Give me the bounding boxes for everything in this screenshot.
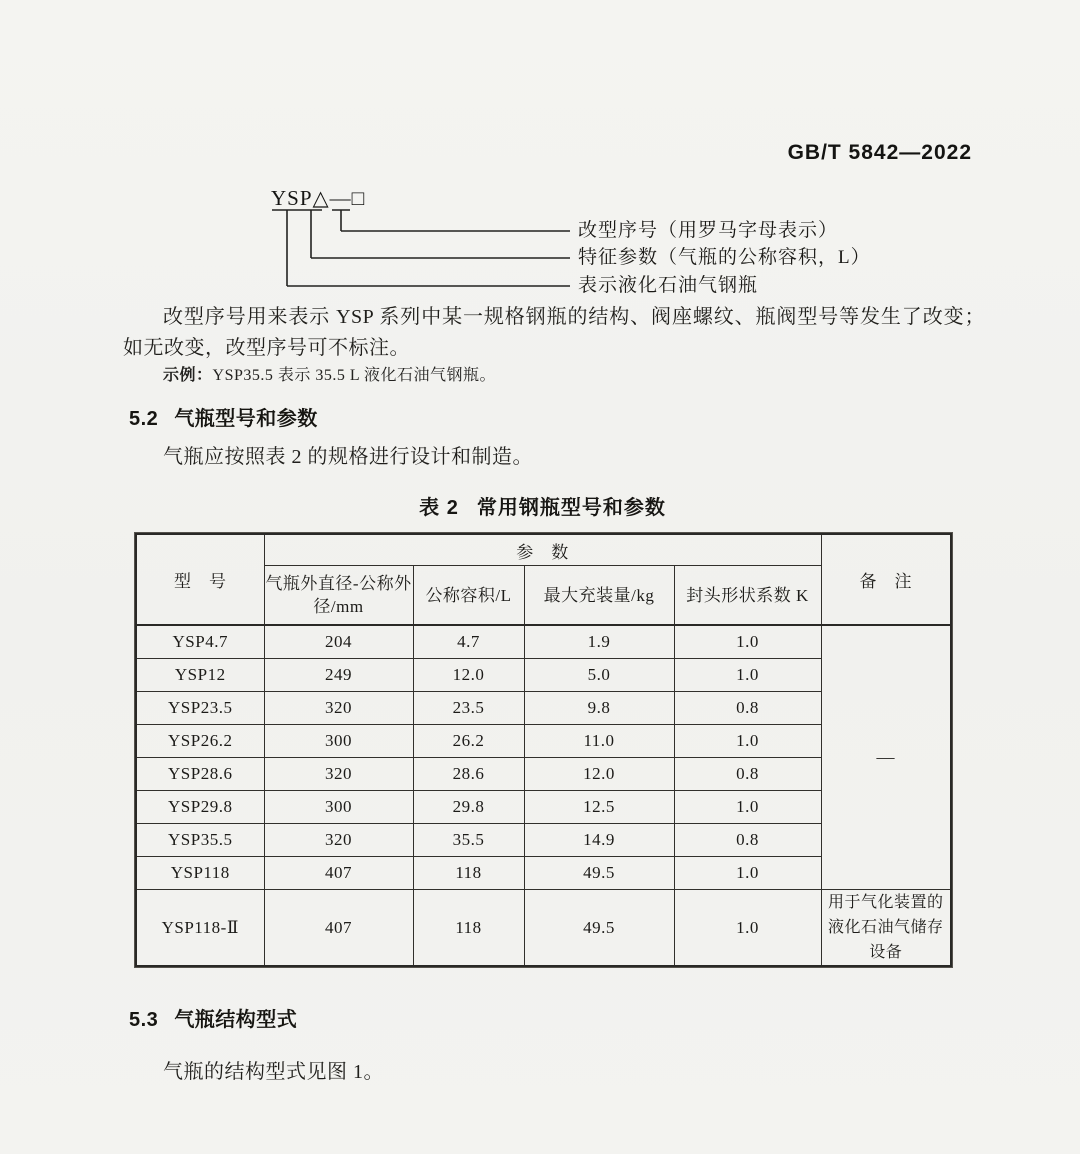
cell-od: 407 [264, 890, 413, 967]
paragraph-5-2-body: 气瓶应按照表 2 的规格进行设计和制造。 [163, 446, 533, 468]
table-caption-number: 表 2 [419, 497, 459, 519]
example-text: YSP35.5 表示 35.5 L 液化石油气钢瓶。 [212, 367, 497, 384]
cell-volume: 35.5 [413, 824, 524, 857]
cell-model: YSP4.7 [136, 625, 264, 659]
cell-od: 320 [264, 758, 413, 791]
cell-k: 1.0 [674, 625, 821, 659]
cell-filling: 49.5 [524, 857, 674, 890]
label-modification-serial: 改型序号（用罗马字母表示） [578, 220, 839, 241]
cell-volume: 4.7 [413, 625, 524, 659]
example-label: 示例： [163, 367, 213, 384]
cell-od: 320 [264, 692, 413, 725]
col-header-nominal-volume: 公称容积/L [413, 566, 524, 626]
cylinder-spec-table [135, 533, 952, 967]
cell-k: 0.8 [674, 824, 821, 857]
paragraph-5-3-body: 气瓶的结构型式见图 1。 [163, 1061, 384, 1083]
leader-lines-diagram [260, 185, 572, 295]
table-caption [135, 491, 950, 520]
table-caption-title: 常用钢瓶型号和参数 [476, 497, 666, 519]
col-header-remark: 备 注 [821, 534, 951, 625]
col-header-model: 型 号 [136, 534, 264, 625]
cell-filling: 1.9 [524, 625, 674, 659]
cell-model: YSP29.8 [136, 791, 264, 824]
section-number: 5.3 [129, 1009, 159, 1031]
section-title: 气瓶结构型式 [174, 1009, 298, 1031]
cell-filling: 11.0 [524, 725, 674, 758]
cell-model: YSP26.2 [136, 725, 264, 758]
cell-od: 204 [264, 625, 413, 659]
paragraph-example [163, 362, 496, 385]
cell-k: 1.0 [674, 725, 821, 758]
cell-volume: 23.5 [413, 692, 524, 725]
cell-volume: 12.0 [413, 659, 524, 692]
table-row [136, 625, 951, 659]
cell-k: 1.0 [674, 890, 821, 967]
label-lpg-cylinder: 表示液化石油气钢瓶 [578, 275, 759, 296]
cell-volume: 26.2 [413, 725, 524, 758]
cell-model: YSP28.6 [136, 758, 264, 791]
cell-volume: 118 [413, 890, 524, 967]
cell-remark-dash: — [821, 625, 951, 890]
cell-model: YSP118 [136, 857, 264, 890]
cell-model: YSP23.5 [136, 692, 264, 725]
cell-filling: 9.8 [524, 692, 674, 725]
cell-model: YSP118-Ⅱ [136, 890, 264, 967]
col-header-parameters-group: 参 数 [264, 534, 821, 566]
section-title: 气瓶型号和参数 [174, 408, 318, 430]
cell-filling: 14.9 [524, 824, 674, 857]
cell-k: 1.0 [674, 857, 821, 890]
col-header-outer-diameter: 气瓶外直径-公称外径/mm [264, 566, 413, 626]
cell-filling: 5.0 [524, 659, 674, 692]
section-heading-5-3 [129, 1003, 297, 1032]
cell-volume: 29.8 [413, 791, 524, 824]
cell-model: YSP35.5 [136, 824, 264, 857]
cell-od: 320 [264, 824, 413, 857]
designation-code: YSP△—□ [271, 186, 366, 210]
cell-filling: 12.0 [524, 758, 674, 791]
cell-od: 249 [264, 659, 413, 692]
section-number: 5.2 [129, 408, 159, 430]
cell-k: 0.8 [674, 758, 821, 791]
cell-filling: 12.5 [524, 791, 674, 824]
cell-model: YSP12 [136, 659, 264, 692]
cell-volume: 118 [413, 857, 524, 890]
cell-filling: 49.5 [524, 890, 674, 967]
cell-od: 300 [264, 725, 413, 758]
cell-od: 300 [264, 791, 413, 824]
cell-remark-text: 用于气化装置的液化石油气储存设备 [821, 890, 951, 967]
col-header-max-filling: 最大充装量/kg [524, 566, 674, 626]
cell-k: 0.8 [674, 692, 821, 725]
cell-k: 1.0 [674, 791, 821, 824]
cell-volume: 28.6 [413, 758, 524, 791]
section-heading-5-2 [129, 402, 318, 431]
table-row [136, 890, 951, 967]
paragraph-modification-note: 改型序号用来表示 YSP 系列中某一规格钢瓶的结构、阀座螺纹、瓶阀型号等发生了改变；如无改变，改型序号可不标注。 [123, 306, 985, 359]
label-characteristic-parameter: 特征参数（气瓶的公称容积，L） [578, 247, 871, 268]
cell-od: 407 [264, 857, 413, 890]
col-header-head-shape-factor: 封头形状系数 K [674, 566, 821, 626]
standard-number: GB/T 5842—2022 [787, 141, 972, 164]
cell-k: 1.0 [674, 659, 821, 692]
